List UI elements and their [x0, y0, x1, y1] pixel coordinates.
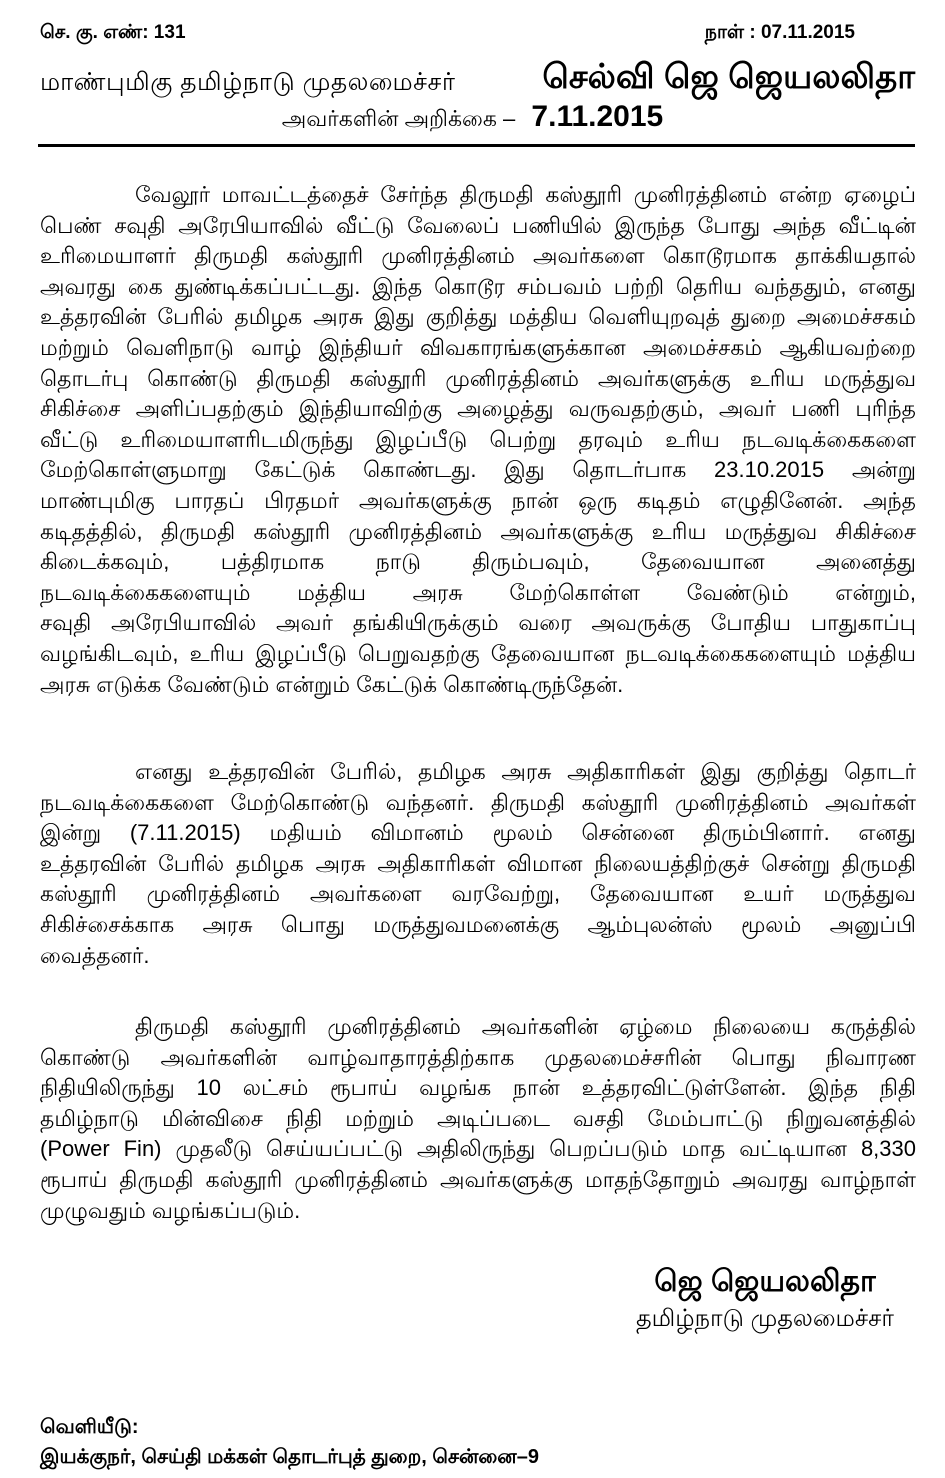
- paragraph-1: [40, 180, 916, 700]
- title-name: செல்வி ஜெ ஜெயலலிதா: [542, 58, 915, 96]
- release-block: [40, 1412, 539, 1472]
- title-line-1: [40, 58, 915, 104]
- signatory-title: தமிழ்நாடு முதலமைச்சர்: [636, 1305, 894, 1332]
- title-line-2: [0, 100, 945, 140]
- title-date: 7.11.2015: [531, 100, 664, 133]
- paragraph-line: வேலூர் மாவட்டத்தைச் சேர்ந்த திருமதி கஸ்தூரி முனிரத்தினம் என்ற ஏழைப்: [135, 182, 916, 207]
- paragraph-line: கிடைக்கவும், பத்திரமாக நாடு திரும்பவும், தேவையான அனைத்து: [40, 549, 916, 575]
- paragraph-line: வீட்டு உரிமையாளரிடமிருந்து இழப்பீடு பெற்று தரவும் உரிய நடவடிக்கைகளை: [40, 426, 916, 452]
- paragraph-line: உரிமையாளர் திருமதி கஸ்தூரி முனிரத்தினம் அவர்களை கொடூரமாக தாக்கியதால்: [40, 243, 916, 269]
- paragraph-line: ரூபாய் திருமதி கஸ்தூரி முனிரத்தினம் அவர்களுக்கு மாதந்தோறும் அவரது வாழ்நாள்: [40, 1166, 916, 1192]
- paragraph-line: கொண்டு அவர்களின் வாழ்வாதாரத்திற்காக முதலமைச்சரின் பொது நிவாரண: [40, 1044, 916, 1070]
- paragraph-line: பெண் சவுதி அரேபியாவில் வீட்டு வேலைப் பணியில் இருந்த போது அந்த வீட்டின்: [40, 212, 916, 238]
- paragraph-line: தமிழ்நாடு மின்விசை நிதி மற்றும் அடிப்படை வசதி மேம்பாட்டு நிறுவனத்தில்: [40, 1105, 916, 1131]
- paragraph-line: உத்தரவின் பேரில் தமிழக அரசு அதிகாரிகள் விமான நிலையத்திற்குச் சென்று திருமதி: [40, 850, 916, 876]
- paragraph-line: நடவடிக்கைகளை மேற்கொண்டு வந்தனர். திருமதி கஸ்தூரி முனிரத்தினம் அவர்கள்: [40, 789, 916, 815]
- header-divider: [38, 144, 915, 147]
- paragraph-line: முழுவதும் வழங்கப்படும்.: [40, 1197, 301, 1223]
- paragraph-line: அரசு எடுக்க வேண்டும் என்றும் கேட்டுக் கொண்டிருந்தேன்.: [40, 671, 624, 697]
- paragraph-2: [40, 757, 916, 971]
- paragraph-line: அவரது கை துண்டிக்கப்பட்டது. இந்த கொடூர சம்பவம் பற்றி தெரிய வந்ததும், எனது: [40, 273, 916, 299]
- release-label: வெளியீடு:: [40, 1416, 139, 1438]
- reference-number: செ. கு. எண்: 131: [40, 22, 186, 43]
- paragraph-line: சிகிச்சை அளிப்பதற்கும் இந்தியாவிற்கு அழைத்து வருவதற்கும், அவர் பணி புரிந்த: [40, 396, 916, 422]
- paragraph-line: (Power Fin) முதலீடு செய்யப்பட்டு அதிலிருந்து பெறப்படும் மாத வட்டியான 8,330: [40, 1136, 916, 1162]
- paragraph-line: சிகிச்சைக்காக அரசு பொது மருத்துவமனைக்கு ஆம்புலன்ஸ் மூலம் அனுப்பி: [40, 911, 916, 937]
- paragraph-line: மேற்கொள்ளுமாறு கேட்டுக் கொண்டது. இது தொடர்பாக 23.10.2015 அன்று: [40, 457, 916, 483]
- paragraph-line: வைத்தனர்.: [40, 942, 150, 968]
- signatory-name: ஜெ ஜெயலலிதா: [654, 1265, 876, 1298]
- paragraph-line: திருமதி கஸ்தூரி முனிரத்தினம் அவர்களின் ஏழ்மை நிலையை கருத்தில்: [135, 1014, 916, 1039]
- paragraph-line: கஸ்தூரி முனிரத்தினம் அவர்களை வரவேற்று, தேவையான உயர் மருத்துவ: [40, 881, 916, 907]
- paragraph-line: கடிதத்தில், திருமதி கஸ்தூரி முனிரத்தினம் அவர்களுக்கு உரிய மருத்துவ சிகிச்சை: [40, 518, 916, 544]
- document-header: [40, 22, 915, 48]
- paragraph-line: நிதியிலிருந்து 10 லட்சம் ரூபாய் வழங்க நான் உத்தரவிட்டுள்ளேன். இந்த நிதி: [40, 1075, 916, 1101]
- paragraph-line: இன்று (7.11.2015) மதியம் விமானம் மூலம் சென்னை திரும்பினார். எனது: [40, 820, 916, 846]
- title-statement: அவர்களின் அறிக்கை –: [281, 106, 516, 131]
- paragraph-line: நடவடிக்கைகளையும் மத்திய அரசு மேற்கொள்ள வேண்டும் என்றும்,: [40, 579, 916, 605]
- paragraph-line: மற்றும் வெளிநாடு வாழ் இந்தியர் விவகாரங்களுக்கான அமைச்சகம் ஆகியவற்றை: [40, 334, 916, 360]
- signature-block: [615, 1262, 915, 1336]
- paragraph-line: எனது உத்தரவின் பேரில், தமிழக அரசு அதிகாரிகள் இது குறித்து தொடர்: [135, 759, 916, 784]
- paragraph-line: மாண்புமிகு பாரதப் பிரதமர் அவர்களுக்கு நான் ஒரு கடிதம் எழுதினேன். அந்த: [40, 487, 916, 513]
- title-prefix: மாண்புமிகு தமிழ்நாடு முதலமைச்சர்: [40, 68, 456, 96]
- paragraph-line: தொடர்பு கொண்டு திருமதி கஸ்தூரி முனிரத்தினம் அவர்களுக்கு உரிய மருத்துவ: [40, 365, 916, 391]
- paragraph-line: உத்தரவின் பேரில் தமிழக அரசு இது குறித்து மத்திய வெளியுறவுத் துறை அமைச்சகம்: [40, 304, 916, 330]
- release-issuer: இயக்குநர், செய்தி மக்கள் தொடர்புத் துறை, சென்னை–9: [40, 1446, 539, 1468]
- paragraph-line: வழங்கிடவும், உரிய இழப்பீடு பெறுவதற்கு தேவையான நடவடிக்கைகளையும் மத்திய: [40, 640, 916, 666]
- document-date: நாள் : 07.11.2015: [704, 22, 855, 43]
- paragraph-3: [40, 1012, 916, 1226]
- paragraph-line: சவுதி அரேபியாவில் அவர் தங்கியிருக்கும் வரை அவருக்கு போதிய பாதுகாப்பு: [40, 610, 916, 636]
